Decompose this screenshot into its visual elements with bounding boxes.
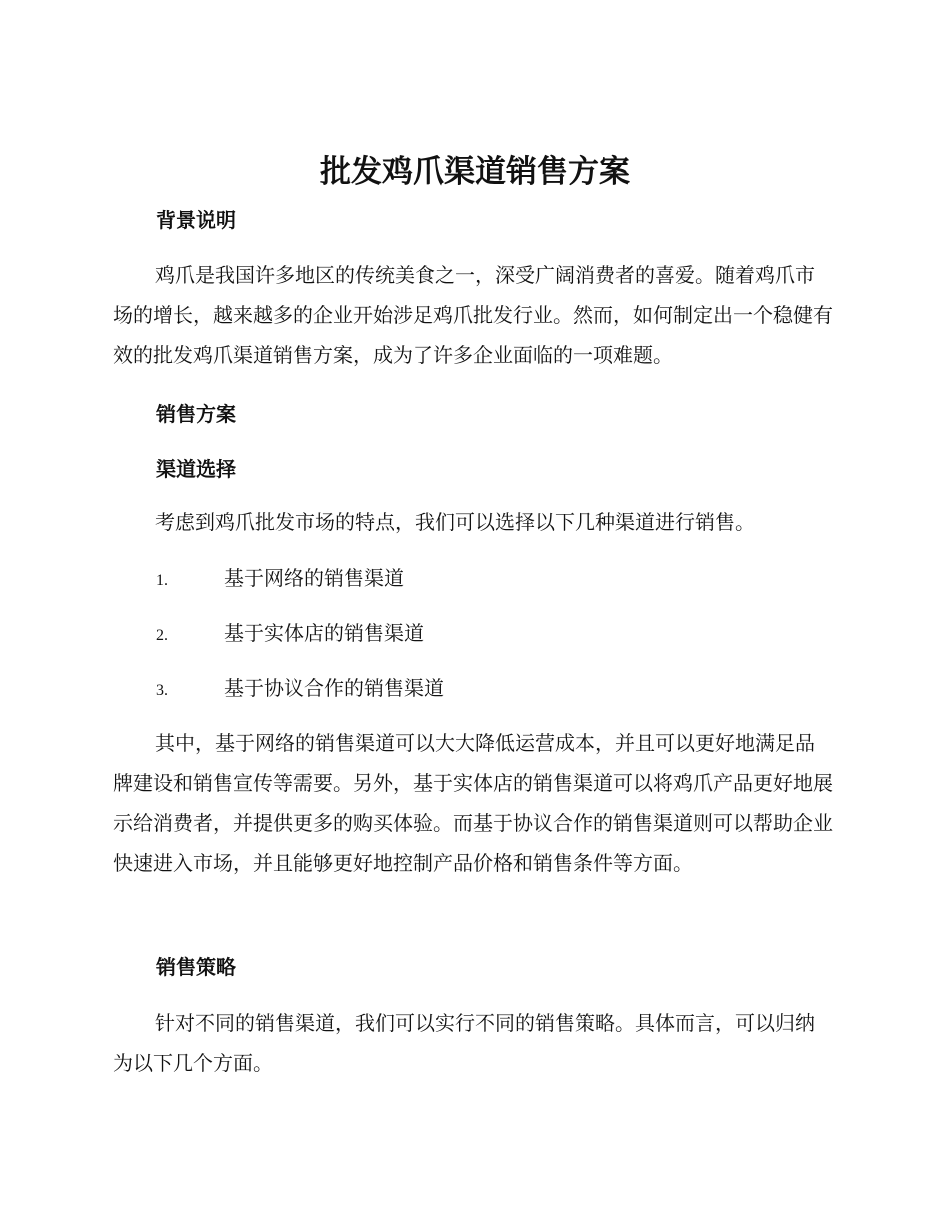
list-text: 基于协议合作的销售渠道 (224, 676, 444, 700)
paragraph-background: 鸡爪是我国许多地区的传统美食之一，深受广阔消费者的喜爱。随着鸡爪市场的增长，越来越多的企业开始涉足鸡爪批发行业。然而，如何制定出一个稳健有效的批发鸡爪渠道销售方案，成为了许多企业面临的一项难题。 (113, 263, 833, 367)
list-item (156, 673, 756, 706)
heading-sales-plan: 销售方案 (156, 402, 236, 426)
list-text: 基于实体店的销售渠道 (224, 621, 424, 645)
page-title: 批发鸡爪渠道销售方案 (320, 154, 630, 190)
list-text: 基于网络的销售渠道 (224, 566, 404, 590)
heading-sales-strategy: 销售策略 (156, 955, 236, 979)
list-number: 2. (156, 627, 168, 644)
heading-background: 背景说明 (156, 208, 236, 232)
paragraph-strategy: 针对不同的销售渠道，我们可以实行不同的销售策略。具体而言，可以归纳为以下几个方面。 (113, 1011, 815, 1075)
paragraph-channel-intro: 考虑到鸡爪批发市场的特点，我们可以选择以下几种渠道进行销售。 (155, 510, 755, 534)
list-number: 3. (156, 682, 168, 699)
paragraph-channel-detail: 其中，基于网络的销售渠道可以大大降低运营成本，并且可以更好地满足品牌建设和销售宣传等需要。另外，基于实体店的销售渠道可以将鸡爪产品更好地展示给消费者，并提供更多的购买体验。而基于协议合作的销售渠道则可以帮助企业快速进入市场，并且能够更好地控制产品价格和销售条件等方面。 (113, 731, 833, 875)
list-number: 1. (156, 572, 168, 589)
heading-channel-selection: 渠道选择 (156, 457, 236, 481)
list-item (156, 618, 756, 651)
list-item (156, 563, 756, 596)
